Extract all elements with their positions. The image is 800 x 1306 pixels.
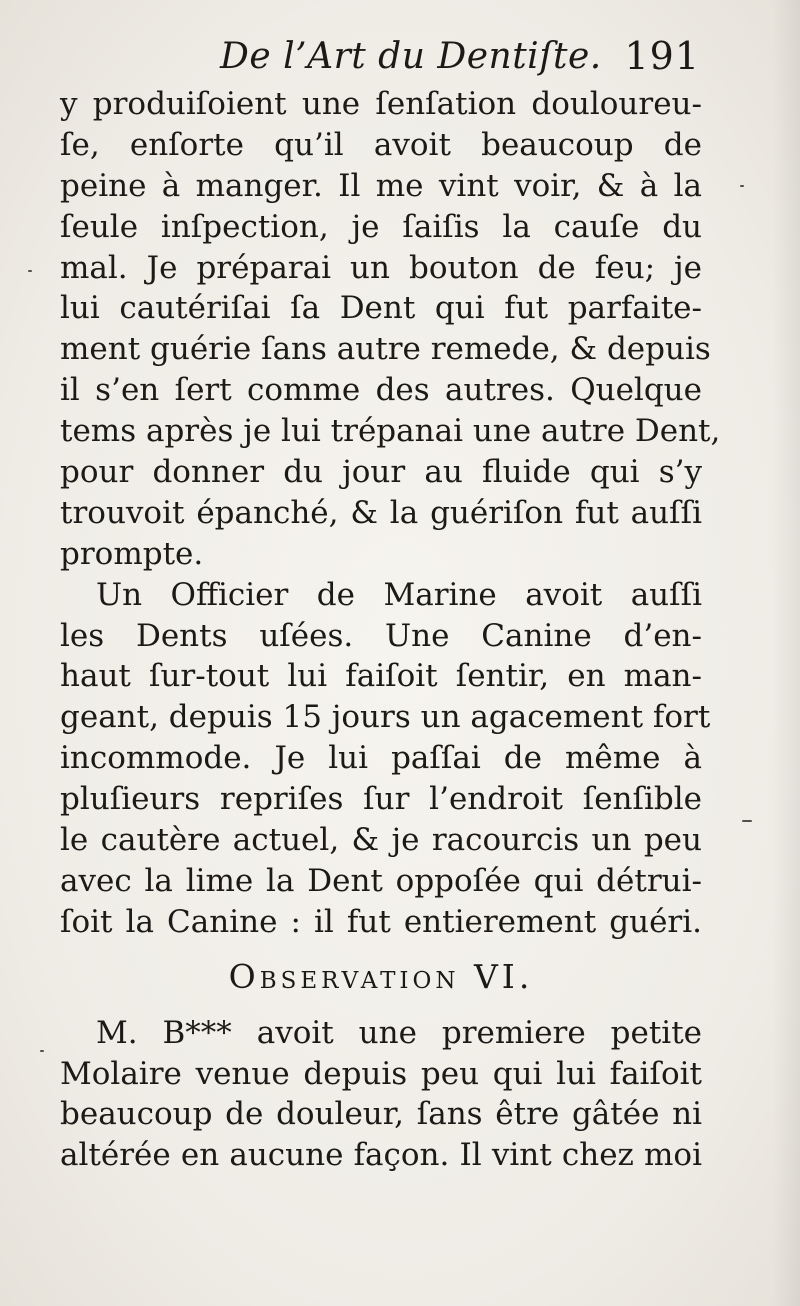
text-line: tems après je lui trépanai une autre Dent, [60,413,721,450]
text-line: haut ſur-tout lui faiſoit ſentir, en man- [60,658,702,695]
text-line: pour donner du jour au fluide qui s’y [60,454,702,491]
text-line: prompte. [60,535,204,572]
text-line: les Dents uſées. Une Canine d’en- [60,617,702,654]
ink-speck [28,270,32,272]
text-line: pluſieurs repriſes ſur l’endroit ſenſible [60,781,702,818]
text-line: Molaire venue depuis peu qui lui faiſoit [60,1055,702,1092]
ink-speck [40,1050,44,1052]
text-line: M. B*** avoit une premiere petite [96,1014,702,1051]
text-line: altérée en aucune façon. Il vint chez moi [60,1137,702,1174]
text-line: il s’en ſert comme des autres. Quelque [60,372,702,409]
body-text [60,84,721,1176]
text-line: mal. Je préparai un bouton de feu; je [60,249,702,286]
text-line: geant, depuis 15 jours un agacement fort [60,699,711,736]
ink-speck [742,820,752,822]
text-line: lui cautériſai ſa Dent qui fut parfaite- [60,290,702,327]
text-line: ſeule inſpection, je ſaiſis la cauſe du [60,208,702,245]
running-title: De l’Art du Dentiſte. [220,36,602,77]
page-number: 191 [624,34,700,78]
text-line: y produiſoient une ſenſation douloureu- [60,86,702,122]
text-line: beaucoup de douleur, ſans être gâtée ni [60,1096,702,1133]
ink-speck [740,185,744,187]
text-line: Un Officier de Marine avoit auſſi [96,576,702,613]
text-line: incommode. Je lui paſſai de même à [60,740,702,777]
text-line: trouvoit épanché, & la guériſon fut auſſi [60,494,702,531]
page-edge-shadow [772,0,800,1306]
text-line: peine à manger. Il me vint voir, & à la [60,167,702,204]
page-header [220,30,700,80]
section-heading: Observation VI. [228,956,534,996]
text-line: ſoit la Canine : il fut entierement guéri. [60,903,702,940]
text-line: avec la lime la Dent oppoſée qui détrui- [60,862,702,899]
text-line: ment guérie ſans autre remede, & depuis [60,331,711,368]
text-line: le cautère actuel, & je racourcis un peu [60,822,702,859]
text-line: ſe, enſorte qu’il avoit beaucoup de [60,126,702,163]
